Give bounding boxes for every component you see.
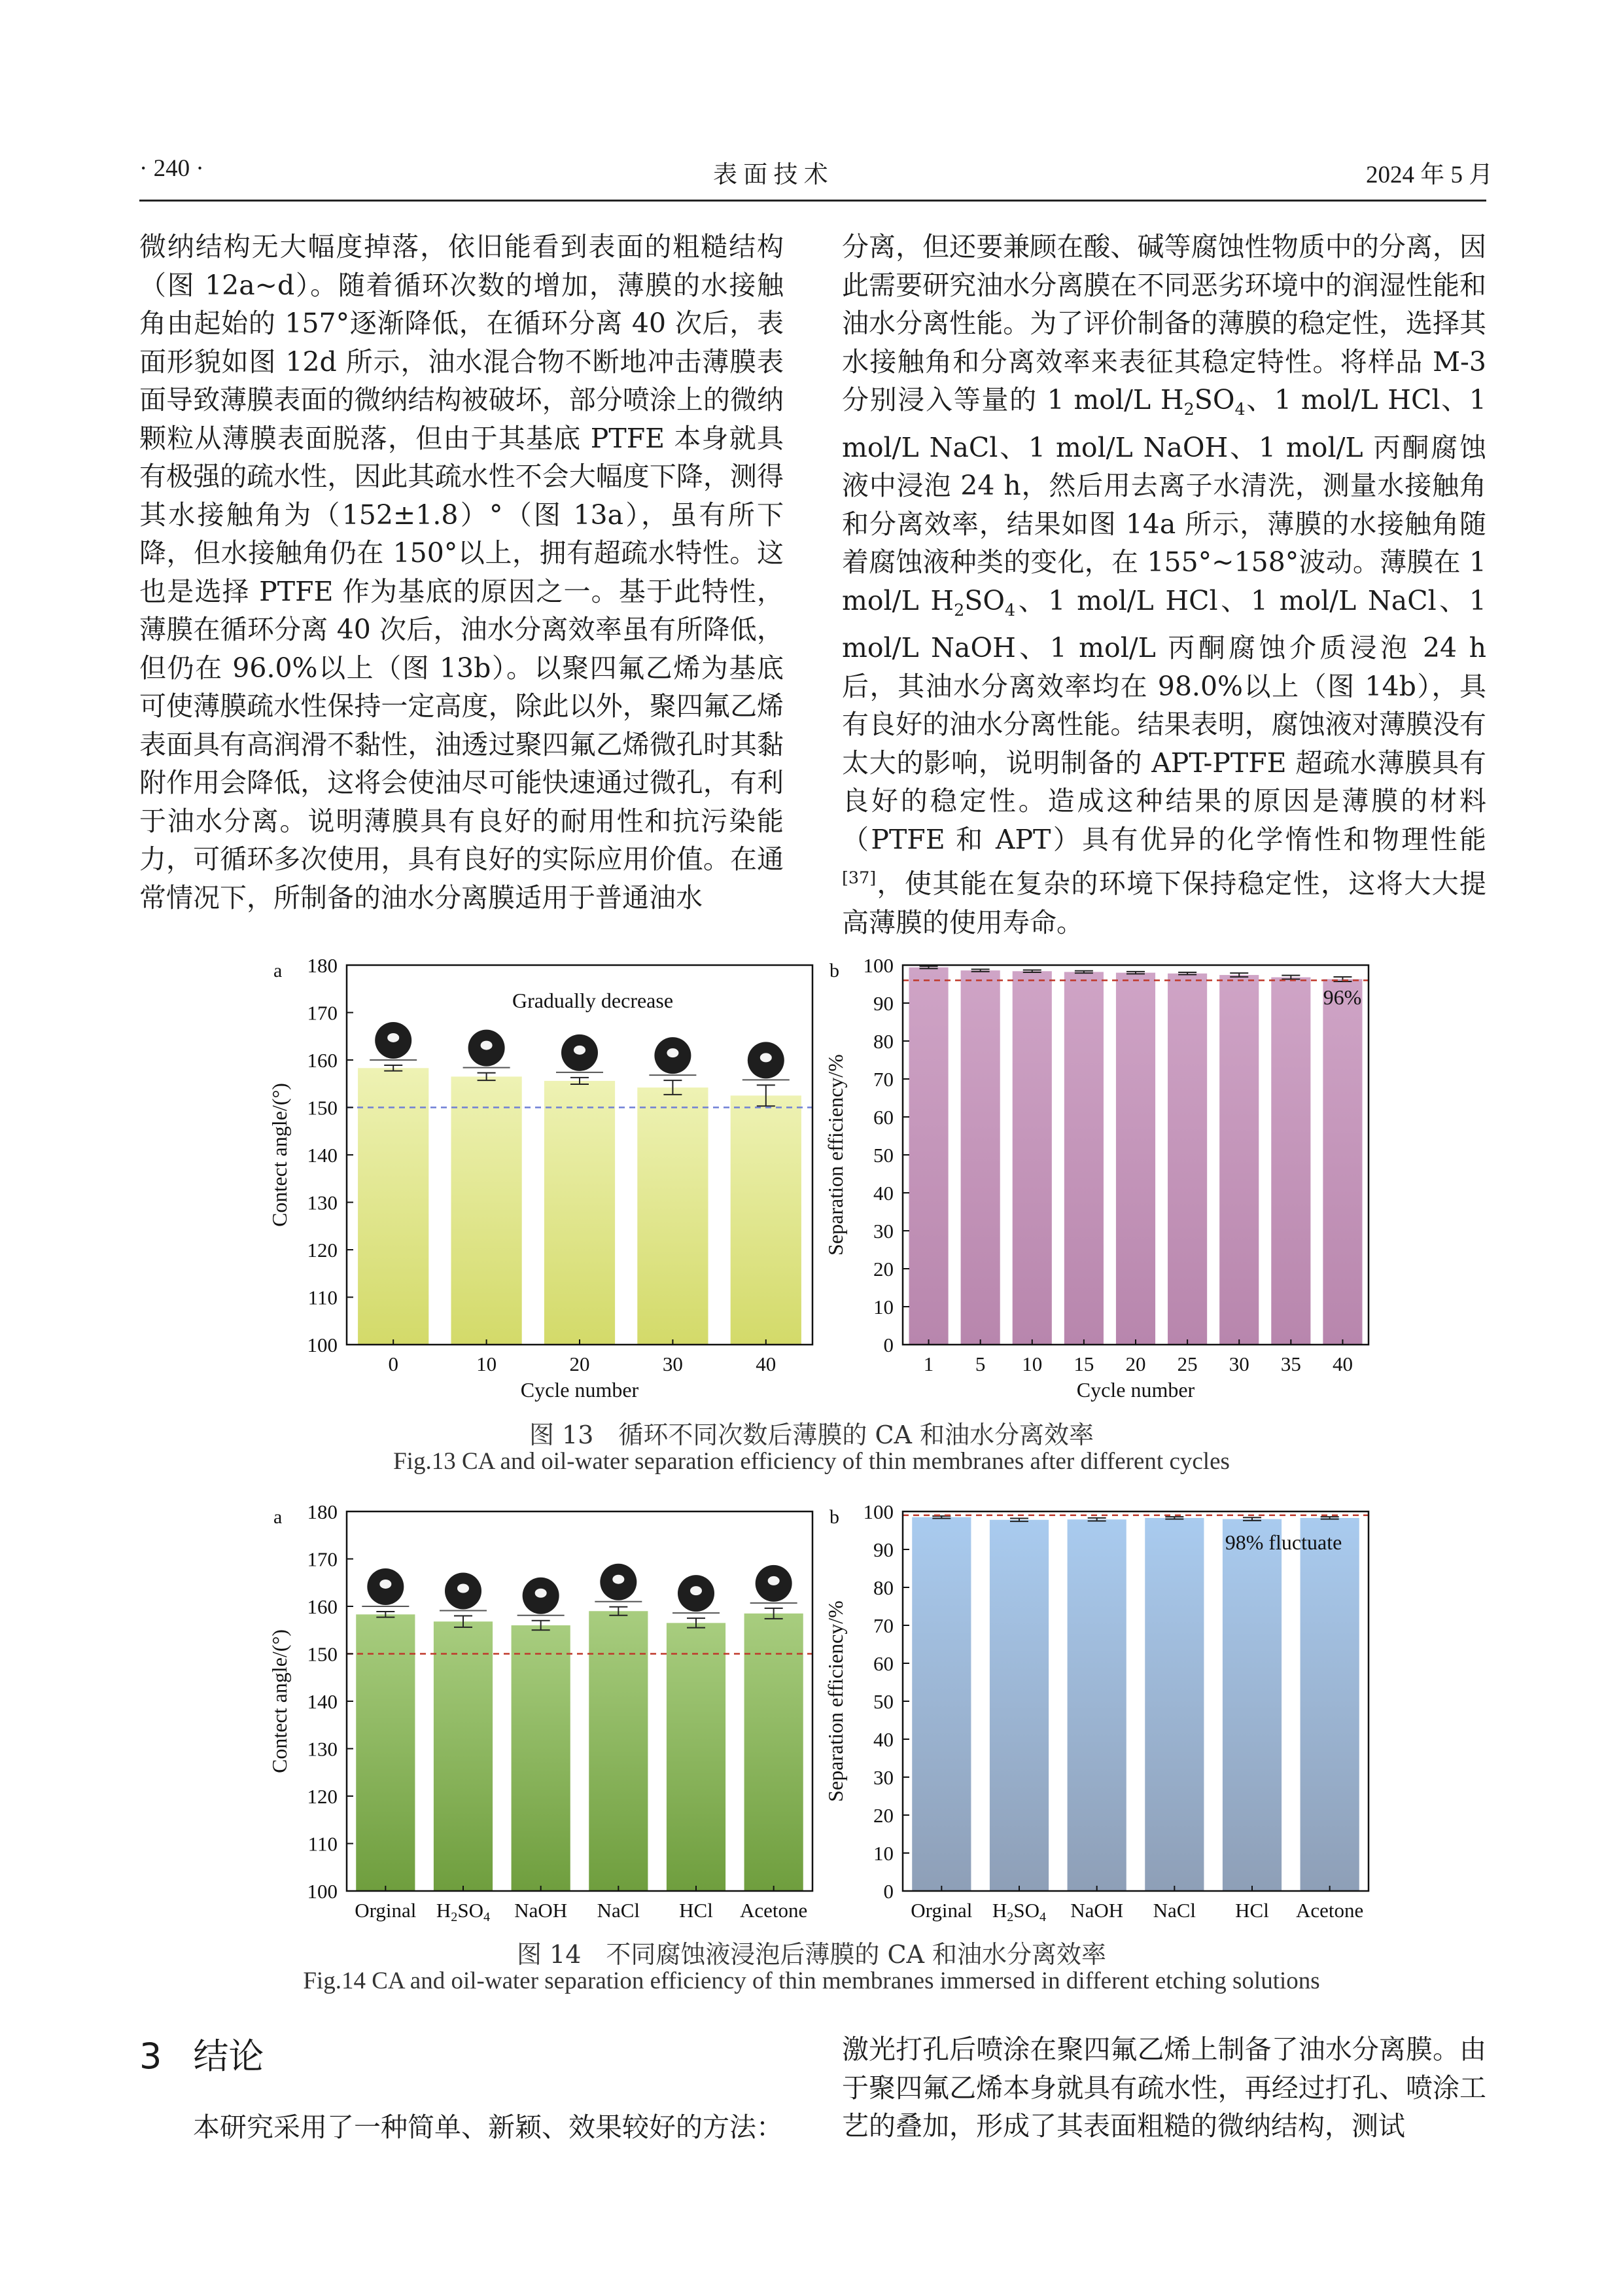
bar xyxy=(512,1625,570,1891)
y-tick-label: 30 xyxy=(873,1220,894,1243)
x-tick-label: 25 xyxy=(1177,1352,1198,1375)
fig14a-chart xyxy=(262,1498,818,1933)
text-run: 、1 mol/L HCl、1 mol/L NaCl、1 mol/L NaOH、1 mol/L 丙酮腐蚀介质浸泡 24 h后，其油水分离效率均在 98.0%以上（图 14b），具有良好的油水分离性能。结果表明，腐蚀液对薄膜没有太大的影响，说明制备的 APT-PTFE 超疏水薄膜具有良好的稳定性。造成这种结果的原因是薄膜的材料（PTFE 和 APT）具有优异的化学惰性和物理性能 xyxy=(842,584,1486,855)
bar xyxy=(1223,1519,1282,1891)
y-tick-label: 40 xyxy=(873,1182,894,1205)
text-run: SO xyxy=(964,584,1005,616)
bar xyxy=(1323,979,1362,1345)
x-tick-label: 20 xyxy=(569,1352,590,1375)
fig13a-chart xyxy=(262,952,818,1413)
section-title: 结论 xyxy=(193,2036,264,2077)
journal-title: 表 面 技 术 xyxy=(713,162,828,188)
y-tick-label: 70 xyxy=(873,1068,894,1091)
y-tick-label: 40 xyxy=(873,1728,894,1751)
y-tick-label: 20 xyxy=(873,1258,894,1280)
y-tick-label: 160 xyxy=(307,1595,338,1618)
y-tick-label: 180 xyxy=(307,954,338,977)
y-axis-label: Contect angle/(°) xyxy=(268,1083,291,1227)
y-tick-label: 110 xyxy=(307,1832,338,1856)
panel-label: a xyxy=(273,1506,283,1528)
x-tick-label: Acetone xyxy=(740,1899,808,1922)
section-right-paragraph: 激光打孔后喷涂在聚四氟乙烯上制备了油水分离膜。由于聚四氟乙烯本身就具有疏水性，再经过打孔、喷涂工艺的叠加，形成了其表面粗糙的微纳结构，测试 xyxy=(842,2034,1486,2142)
droplet-highlight xyxy=(760,1053,772,1062)
y-tick-label: 90 xyxy=(873,992,894,1015)
y-tick-label: 170 xyxy=(307,1547,338,1571)
x-axis-label: Cycle number xyxy=(520,1378,639,1402)
droplet-highlight xyxy=(690,1586,702,1595)
chart-annotation: 98% fluctuate xyxy=(1225,1530,1342,1554)
x-tick-label: 1 xyxy=(923,1352,934,1375)
x-tick-label: NaOH xyxy=(1070,1899,1124,1922)
y-tick-label: 130 xyxy=(307,1737,338,1761)
droplet-highlight xyxy=(457,1584,469,1593)
x-tick-label: 40 xyxy=(1332,1352,1353,1375)
right-column xyxy=(842,228,1486,938)
x-tick-label: 30 xyxy=(662,1352,683,1375)
droplet-highlight xyxy=(387,1033,399,1042)
text-run: 、1 mol/L HCl、1 mol/L NaCl、1 mol/L NaOH、1 mol/L 丙酮腐蚀液中浸泡 24 h，然后用去离子水清洗，测量水接触角和分离效率，结果如图 14a 所示，薄膜的水接触角随着腐蚀液种类的变化，在 155°~158°波动。薄膜在 1 mol/L H xyxy=(842,384,1486,616)
x-tick-label: 35 xyxy=(1280,1352,1301,1375)
y-tick-label: 120 xyxy=(307,1239,338,1262)
section-left-paragraph: 本研究采用了一种简单、新颖、效果较好的方法： xyxy=(193,2111,783,2143)
y-tick-label: 90 xyxy=(873,1538,894,1561)
x-tick-label: H2SO4 xyxy=(992,1899,1047,1924)
issue-date: 2024 年 5 月 xyxy=(1366,162,1493,188)
droplet-highlight xyxy=(574,1046,585,1055)
x-tick-label: 15 xyxy=(1073,1352,1094,1375)
bar xyxy=(1013,971,1052,1345)
y-tick-label: 110 xyxy=(307,1286,338,1309)
bar xyxy=(1271,978,1310,1345)
x-tick-label: NaCl xyxy=(597,1899,640,1922)
panel-label: b xyxy=(829,1506,839,1528)
droplet-highlight xyxy=(768,1576,780,1585)
subscript: 2 xyxy=(1183,399,1195,419)
fig14-caption-cn: 图 14 不同腐蚀液浸泡后薄膜的 CA 和油水分离效率 xyxy=(516,1940,1107,1969)
bar xyxy=(589,1611,648,1891)
x-tick-label: HCl xyxy=(679,1899,713,1922)
text-run: SO xyxy=(1194,384,1235,415)
y-tick-label: 150 xyxy=(307,1096,338,1120)
bar xyxy=(434,1621,493,1891)
right-column-text xyxy=(842,228,1486,942)
page-number: · 240 · xyxy=(139,155,204,182)
bar xyxy=(731,1095,801,1345)
left-column xyxy=(139,228,784,921)
y-tick-label: 100 xyxy=(307,1333,338,1356)
y-tick-label: 10 xyxy=(873,1842,894,1865)
bar xyxy=(1145,1518,1204,1891)
x-tick-label: H2SO4 xyxy=(436,1899,491,1924)
subscript: 4 xyxy=(1004,599,1016,620)
bar xyxy=(1300,1518,1359,1891)
y-tick-label: 80 xyxy=(873,1576,894,1599)
bar xyxy=(909,967,948,1345)
fig14b-chart xyxy=(818,1498,1374,1933)
header-rule xyxy=(139,200,1486,202)
text-run: ，使其能在复杂的环境下保持稳定性，这将大大提高薄膜的使用寿命。 xyxy=(842,868,1486,938)
section-number: 3 xyxy=(139,2036,162,2077)
droplet-highlight xyxy=(535,1589,547,1598)
bar xyxy=(1116,973,1155,1345)
chart-annotation: 96% xyxy=(1323,985,1362,1009)
x-axis-label: Cycle number xyxy=(1076,1378,1195,1402)
y-tick-label: 170 xyxy=(307,1001,338,1025)
y-axis-label: Separation efficiency/% xyxy=(824,1054,847,1256)
fig13a-svg xyxy=(262,952,818,1410)
x-tick-label: HCl xyxy=(1235,1899,1269,1922)
y-tick-label: 60 xyxy=(873,1106,894,1129)
x-tick-label: 40 xyxy=(756,1352,777,1375)
fig14b-svg xyxy=(818,1498,1374,1930)
y-tick-label: 100 xyxy=(307,1880,338,1903)
x-tick-label: 10 xyxy=(1022,1352,1043,1375)
bar xyxy=(667,1623,725,1891)
droplet-highlight xyxy=(379,1580,391,1589)
y-axis-label: Contect angle/(°) xyxy=(268,1629,291,1773)
y-tick-label: 150 xyxy=(307,1642,338,1666)
citation: [37] xyxy=(842,868,877,888)
x-tick-label: NaOH xyxy=(514,1899,568,1922)
y-tick-label: 60 xyxy=(873,1652,894,1675)
fig13b-chart xyxy=(818,952,1374,1413)
y-tick-label: 100 xyxy=(863,954,894,977)
x-tick-label: NaCl xyxy=(1153,1899,1196,1922)
y-tick-label: 50 xyxy=(873,1144,894,1167)
bar xyxy=(544,1081,615,1345)
y-tick-label: 80 xyxy=(873,1030,894,1053)
y-tick-label: 140 xyxy=(307,1690,338,1713)
x-tick-label: Orginal xyxy=(355,1899,417,1922)
x-tick-label: 0 xyxy=(388,1352,398,1375)
bar xyxy=(1068,1519,1126,1891)
y-tick-label: 0 xyxy=(883,1333,894,1356)
bar xyxy=(990,1520,1049,1891)
bar xyxy=(744,1614,803,1891)
bar xyxy=(1064,972,1104,1345)
fig13b-svg xyxy=(818,952,1374,1410)
x-tick-label: 30 xyxy=(1229,1352,1249,1375)
plot-frame xyxy=(347,1511,812,1891)
x-tick-label: Acetone xyxy=(1296,1899,1364,1922)
bar xyxy=(356,1614,415,1891)
panel-label: a xyxy=(273,960,283,981)
x-tick-label: Orginal xyxy=(911,1899,973,1922)
y-tick-label: 70 xyxy=(873,1614,894,1637)
x-tick-label: 5 xyxy=(975,1352,986,1375)
y-tick-label: 140 xyxy=(307,1144,338,1167)
panel-label: b xyxy=(829,960,839,981)
bar xyxy=(1168,974,1207,1345)
fig14-caption-en: Fig.14 CA and oil-water separation efficiency of thin membranes immersed in different etching solutions xyxy=(303,1968,1320,1994)
section-left-text xyxy=(139,2108,784,2147)
fig13-caption-en: Fig.13 CA and oil-water separation efficiency of thin membranes after different cycles xyxy=(393,1448,1230,1475)
subscript: 4 xyxy=(1234,399,1246,419)
bar xyxy=(451,1076,521,1345)
plot-frame xyxy=(903,1511,1369,1891)
y-tick-label: 0 xyxy=(883,1880,894,1903)
text-run: 分离，但还要兼顾在酸、碱等腐蚀性物质中的分离，因此需要研究油水分离膜在不同恶劣环境中的润湿性能和油水分离性能。为了评价制备的薄膜的稳定性，选择其水接触角和分离效率来表征其稳定特性。将样品 M-3 分别浸入等量的 1 mol/L H xyxy=(842,231,1486,415)
y-tick-label: 130 xyxy=(307,1191,338,1214)
y-axis-label: Separation efficiency/% xyxy=(824,1600,847,1802)
subscript: 2 xyxy=(954,599,965,620)
y-tick-label: 30 xyxy=(873,1766,894,1789)
y-tick-label: 180 xyxy=(307,1500,338,1523)
x-tick-label: 10 xyxy=(476,1352,497,1375)
section-right-text xyxy=(842,2030,1486,2146)
droplet-highlight xyxy=(481,1041,493,1050)
y-tick-label: 120 xyxy=(307,1785,338,1808)
bar xyxy=(1219,975,1259,1345)
bar xyxy=(961,970,1000,1345)
bar xyxy=(637,1087,708,1345)
droplet-highlight xyxy=(612,1575,624,1584)
fig14a-svg xyxy=(262,1498,818,1930)
y-tick-label: 10 xyxy=(873,1296,894,1318)
droplet-highlight xyxy=(667,1048,678,1057)
bar xyxy=(912,1517,971,1891)
y-tick-label: 20 xyxy=(873,1804,894,1827)
fig13-caption-cn: 图 13 循环不同次数后薄膜的 CA 和油水分离效率 xyxy=(529,1421,1094,1449)
y-tick-label: 160 xyxy=(307,1049,338,1072)
section-heading xyxy=(139,2028,264,2079)
x-tick-label: 20 xyxy=(1125,1352,1146,1375)
y-tick-label: 50 xyxy=(873,1690,894,1713)
chart-annotation: Gradually decrease xyxy=(512,989,674,1012)
bar xyxy=(358,1068,428,1345)
left-column-text: 微纳结构无大幅度掉落，依旧能看到表面的粗糙结构（图 12a~d）。随着循环次数的增加，薄膜的水接触角由起始的 157°逐渐降低，在循环分离 40 次后，表面形貌如图 12d 所示，油水混合物不断地冲击薄膜表面导致薄膜表面的微纳结构被破坏，部分喷涂上的微纳颗粒从薄膜表面脱落，但由于其基底 PTFE 本身就具有极强的疏水性，因此其疏水性不会大幅度下降，测得其水接触角为（152±1.8）°（图 13a），虽有所下降，但水接触角仍在 150°以上，拥有超疏水特性。这也是选择 PTFE 作为基底的原因之一。基于此特性，薄膜在循环分离 40 次后，油水分离效率虽有所降低，但仍在 96.0%以上（图 13b）。以聚四氟乙烯为基底可使薄膜疏水性保持一定高度，除此以外，聚四氟乙烯表面具有高润滑不黏性，油透过聚四氟乙烯微孔时其黏附作用会降低，这将会使油尽可能快速通过微孔，有利于油水分离。说明薄膜具有良好的耐用性和抗污染能力，可循环多次使用，具有良好的实际应用价值。在通常情况下，所制备的油水分离膜适用于普通油水 xyxy=(139,231,784,913)
y-tick-label: 100 xyxy=(863,1500,894,1523)
